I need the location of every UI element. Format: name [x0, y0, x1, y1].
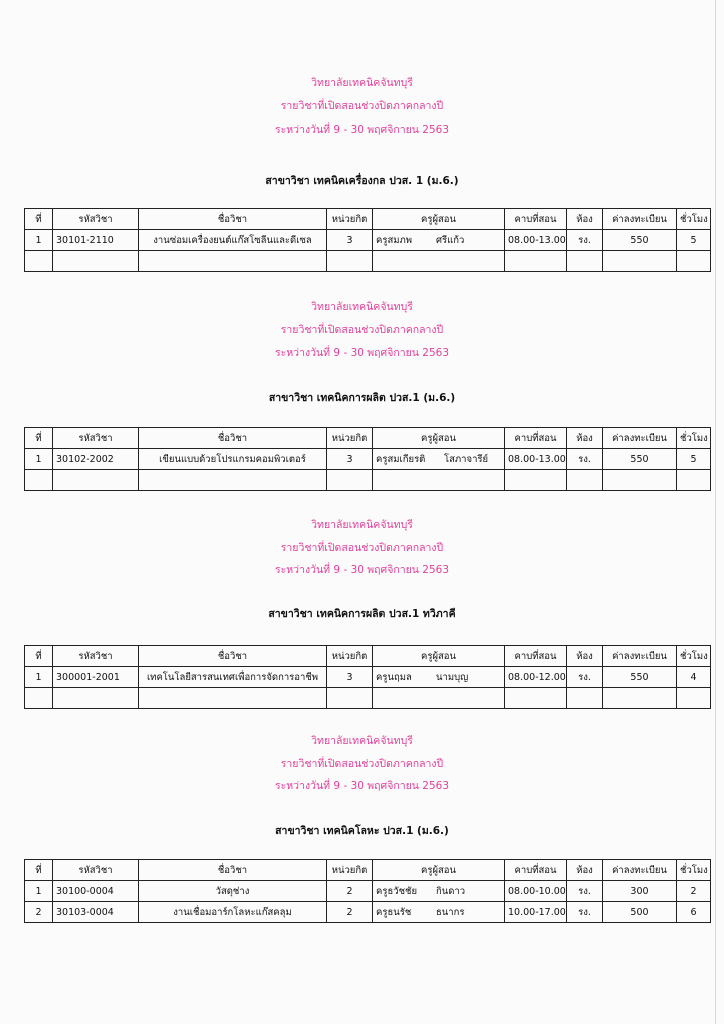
page-edge — [715, 0, 716, 1024]
hours: 2 — [677, 881, 711, 902]
table-header-row — [25, 428, 711, 449]
col-header: ชื่อวิชา — [139, 646, 327, 667]
teacher-last-name: นามบุญ — [436, 671, 469, 683]
course-name: เทคโนโลยีสารสนเทศเพื่อการจัดการอาชีพ — [139, 667, 327, 688]
col-header: ครูผู้สอน — [373, 428, 505, 449]
teacher-first-name: ครูสมเกียรติ — [376, 453, 426, 465]
credits: 3 — [327, 230, 373, 251]
col-header: รหัสวิชา — [53, 646, 139, 667]
table-header-row — [25, 646, 711, 667]
college-name: วิทยาลัยเทคนิคจันทบุรี — [311, 77, 413, 89]
fee: 500 — [603, 902, 677, 923]
col-header: ค่าลงทะเบียน — [603, 860, 677, 881]
col-header: ชื่อวิชา — [139, 860, 327, 881]
table-header-row — [25, 209, 711, 230]
table-header-row — [25, 860, 711, 881]
col-header: หน่วยกิต — [327, 860, 373, 881]
col-header: ที่ — [25, 428, 53, 449]
col-header: ค่าลงทะเบียน — [603, 209, 677, 230]
hours: 5 — [677, 230, 711, 251]
schedule-title: รายวิชาที่เปิดสอนช่วงปิดภาคกลางปี — [280, 758, 444, 770]
col-header: ค่าลงทะเบียน — [603, 646, 677, 667]
course-name: วัสดุช่าง — [139, 881, 327, 902]
course-table — [24, 645, 711, 709]
course-table — [24, 208, 711, 272]
col-header: ครูผู้สอน — [373, 646, 505, 667]
schedule-title: รายวิชาที่เปิดสอนช่วงปิดภาคกลางปี — [280, 542, 444, 554]
empty-row — [25, 688, 711, 709]
col-header: ที่ — [25, 860, 53, 881]
credits: 3 — [327, 449, 373, 470]
col-header: ห้อง — [567, 646, 603, 667]
fee: 550 — [603, 667, 677, 688]
credits: 3 — [327, 667, 373, 688]
course-table — [24, 859, 711, 923]
teacher-first-name: ครูธนรัช — [376, 906, 412, 918]
schedule-dates: ระหว่างวันที่ 9 - 30 พฤศจิกายน 2563 — [274, 780, 450, 792]
teacher-first-name: ครูสมภพ — [376, 234, 413, 246]
course-table — [24, 427, 711, 491]
row-number: 1 — [25, 667, 53, 688]
course-name: งานซ่อมเครื่องยนต์แก๊สโซลีนและดีเซล — [139, 230, 327, 251]
table-row — [25, 230, 711, 251]
col-header: ชั่วโมง — [677, 428, 711, 449]
hours: 5 — [677, 449, 711, 470]
teaching-period: 08.00-13.00 — [505, 230, 567, 251]
college-name: วิทยาลัยเทคนิคจันทบุรี — [311, 735, 413, 747]
teacher-last-name: ศรีแก้ว — [436, 234, 465, 246]
col-header: คาบที่สอน — [505, 209, 567, 230]
teaching-period: 08.00-13.00 — [505, 449, 567, 470]
table-row — [25, 902, 711, 923]
fee: 550 — [603, 230, 677, 251]
course-code: 30101-2110 — [53, 230, 139, 251]
col-header: ครูผู้สอน — [373, 209, 505, 230]
table-row — [25, 667, 711, 688]
teacher — [373, 881, 505, 902]
col-header: ชื่อวิชา — [139, 209, 327, 230]
course-code: 30100-0004 — [53, 881, 139, 902]
col-header: ชั่วโมง — [677, 209, 711, 230]
course-name: งานเชื่อมอาร์กโลหะแก๊สคลุม — [139, 902, 327, 923]
course-code: 300001-2001 — [53, 667, 139, 688]
col-header: ห้อง — [567, 860, 603, 881]
col-header: ที่ — [25, 646, 53, 667]
teaching-period: 10.00-17.00 — [505, 902, 567, 923]
col-header: หน่วยกิต — [327, 209, 373, 230]
teacher-last-name: โสภาจารีย์ — [444, 453, 489, 465]
course-name: เขียนแบบด้วยโปรแกรมคอมพิวเตอร์ — [139, 449, 327, 470]
room: รง. — [567, 449, 603, 470]
col-header: หน่วยกิต — [327, 428, 373, 449]
col-header: ห้อง — [567, 209, 603, 230]
col-header: ที่ — [25, 209, 53, 230]
row-number: 1 — [25, 230, 53, 251]
col-header: ห้อง — [567, 428, 603, 449]
credits: 2 — [327, 881, 373, 902]
schedule-dates: ระหว่างวันที่ 9 - 30 พฤศจิกายน 2563 — [274, 347, 450, 359]
col-header: หน่วยกิต — [327, 646, 373, 667]
college-name: วิทยาลัยเทคนิคจันทบุรี — [311, 519, 413, 531]
table-row — [25, 449, 711, 470]
teacher-last-name: ธนากร — [436, 906, 465, 918]
schedule-dates: ระหว่างวันที่ 9 - 30 พฤศจิกายน 2563 — [274, 564, 450, 576]
room: รง. — [567, 902, 603, 923]
hours: 4 — [677, 667, 711, 688]
department-title: สาขาวิชา เทคนิคโลหะ ปวส.1 (ม.6.) — [275, 825, 449, 837]
col-header: ค่าลงทะเบียน — [603, 428, 677, 449]
fee: 300 — [603, 881, 677, 902]
department-title: สาขาวิชา เทคนิคเครื่องกล ปวส. 1 (ม.6.) — [265, 175, 459, 187]
department-title: สาขาวิชา เทคนิคการผลิต ปวส.1 (ม.6.) — [268, 392, 456, 404]
teaching-period: 08.00-10.00 — [505, 881, 567, 902]
col-header: รหัสวิชา — [53, 209, 139, 230]
department-title: สาขาวิชา เทคนิคการผลิต ปวส.1 ทวิภาคี — [268, 608, 456, 620]
row-number: 1 — [25, 881, 53, 902]
fee: 550 — [603, 449, 677, 470]
teacher — [373, 667, 505, 688]
teacher — [373, 449, 505, 470]
col-header: ชั่วโมง — [677, 646, 711, 667]
col-header: คาบที่สอน — [505, 646, 567, 667]
schedule-title: รายวิชาที่เปิดสอนช่วงปิดภาคกลางปี — [280, 324, 444, 336]
col-header: คาบที่สอน — [505, 860, 567, 881]
col-header: ชื่อวิชา — [139, 428, 327, 449]
credits: 2 — [327, 902, 373, 923]
hours: 6 — [677, 902, 711, 923]
teacher-last-name: กินดาว — [436, 885, 466, 897]
course-code: 30103-0004 — [53, 902, 139, 923]
teaching-period: 08.00-12.00 — [505, 667, 567, 688]
teacher — [373, 902, 505, 923]
col-header: รหัสวิชา — [53, 428, 139, 449]
schedule-title: รายวิชาที่เปิดสอนช่วงปิดภาคกลางปี — [280, 100, 444, 112]
table-row — [25, 881, 711, 902]
room: รง. — [567, 230, 603, 251]
row-number: 2 — [25, 902, 53, 923]
teacher-first-name: ครูธวัชชัย — [376, 885, 418, 897]
room: รง. — [567, 881, 603, 902]
col-header: คาบที่สอน — [505, 428, 567, 449]
col-header: ครูผู้สอน — [373, 860, 505, 881]
empty-row — [25, 470, 711, 491]
schedule-dates: ระหว่างวันที่ 9 - 30 พฤศจิกายน 2563 — [274, 124, 450, 136]
college-name: วิทยาลัยเทคนิคจันทบุรี — [311, 301, 413, 313]
room: รง. — [567, 667, 603, 688]
col-header: ชั่วโมง — [677, 860, 711, 881]
col-header: รหัสวิชา — [53, 860, 139, 881]
teacher — [373, 230, 505, 251]
course-code: 30102-2002 — [53, 449, 139, 470]
row-number: 1 — [25, 449, 53, 470]
teacher-first-name: ครูนฤมล — [376, 671, 412, 683]
empty-row — [25, 251, 711, 272]
